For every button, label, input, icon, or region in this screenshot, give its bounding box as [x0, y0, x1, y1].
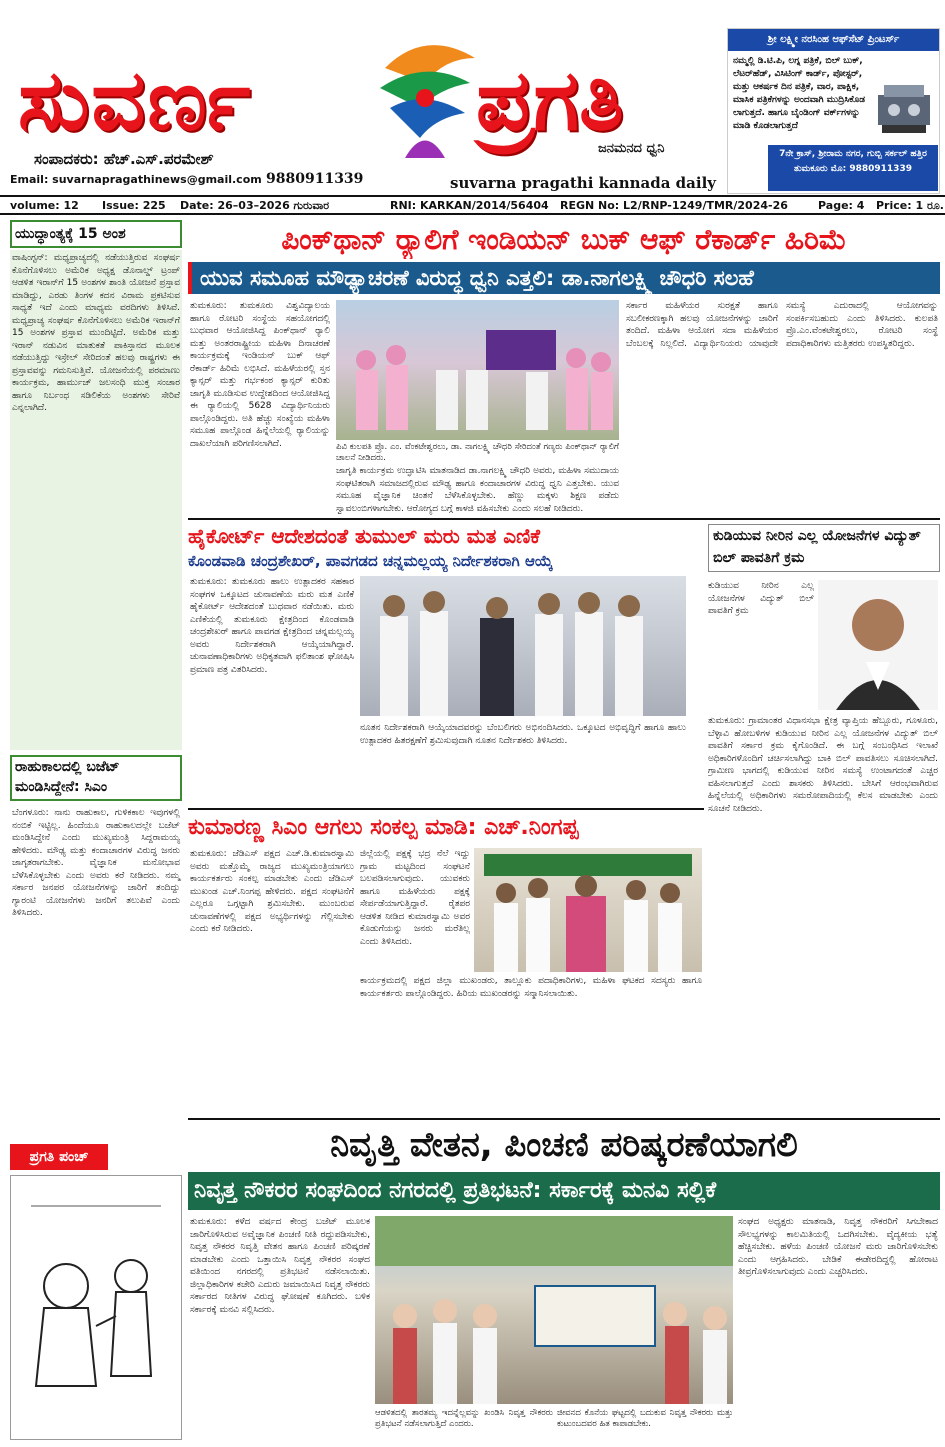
pension-body-b: ಸಂಘದ ಅಧ್ಯಕ್ಷರು ಮಾತನಾಡಿ, ನಿವೃತ್ತ ನೌಕರರಿಗೆ ಸಿಗಬೇಕಾದ ಸೌಲಭ್ಯಗಳನ್ನು ಕಾಲಮಿತಿಯಲ್ಲಿ ಒದಗಿಸಬೇಕು. ವೈದ್ಯಕೀಯ ಭತ್ಯೆ ಹೆಚ್ಚಿಸಬೇಕು. ಹಳೆಯ ಪಿಂಚಣಿ ಯೋಜನೆ ಮರು ಜಾರಿಗೊಳಿಸಬೇಕು ಎಂದು ಆಗ್ರಹಿಸಿದರು. ಬೇಡಿಕೆ ಈಡೇರದಿದ್ದಲ್ಲಿ ಹೋರಾಟ ತೀವ್ರಗೊಳಿಸಲಾಗುವುದು ಎಂದು ಎಚ್ಚರಿಸಿದರು.: [738, 1217, 938, 1277]
story2-body: ಬೆಂಗಳೂರು: ನಾನು ರಾಹುಕಾಲ, ಗುಳಿಕಕಾಲ ಇವುಗಳಲ್ಲಿ ನಂಬಿಕೆ ಇಟ್ಟಿಲ್ಲ. ಹಿಂದೆಯೂ ರಾಹುಕಾಲದಲ್ಲೇ ಬಜೆಟ್ ಮಂಡಿಸಿದ್ದೇನೆ ಎಂದು ಮುಖ್ಯಮಂತ್ರಿ ಸಿದ್ದರಾಮಯ್ಯ ಹೇಳಿದರು. ಮೌಢ್ಯ ಮತ್ತು ಕಂದಾಚಾರಗಳ ವಿರುದ್ಧ ಜನರು ಜಾಗೃತರಾಗಬೇಕು. ವೈಜ್ಞಾನಿಕ ಮನೋಭಾವ ಬೆಳೆಸಿಕೊಳ್ಳಬೇಕು ಎಂದು ಅವರು ಕರೆ ನೀಡಿದರು. ನಮ್ಮ ಸರ್ಕಾರ ಜನಪರ ಯೋಜನೆಗಳನ್ನು ಜಾರಿಗೆ ತಂದಿದ್ದು ಗ್ಯಾರಂಟಿ ಯೋಜನೆಗಳು ಜನರಿಗೆ ತಲುಪಿವೆ ಎಂದು ತಿಳಿಸಿದರು.: [10, 805, 182, 1135]
date-label: Date: 26–03–2026 ಗುರುವಾರ: [180, 199, 330, 212]
tumul-photo: [360, 576, 686, 716]
advert-heading: ಶ್ರೀ ಲಕ್ಷ್ಮೀ ನರಸಿಂಹ ಆಫ್‌ಸೆಟ್ ಪ್ರಿಂಟರ್ಸ್: [728, 29, 939, 51]
power-body: ತುಮಕೂರು: ಗ್ರಾಮಾಂತರ ವಿಧಾನಸಭಾ ಕ್ಷೇತ್ರ ವ್ಯಾಪ್ತಿಯ ಹೆಬ್ಬೂರು, ಗೂಳೂರು, ಬೆಳ್ಳಾವಿ ಹೋಬಳಿಗಳ ಕುಡಿಯುವ ನೀರಿನ ಎಲ್ಲ ಯೋಜನೆಗಳ ವಿದ್ಯುತ್ ಬಿಲ್ ಪಾವತಿಗೆ ಸರ್ಕಾರ ಕ್ರಮ ಕೈಗೊಂಡಿದೆ. ಈ ಬಗ್ಗೆ ಸಂಬಂಧಿಸಿದ ಇಲಾಖೆ ಅಧಿಕಾರಿಗಳೊಂದಿಗೆ ಚರ್ಚಿಸಲಾಗಿದ್ದು ಬಾಕಿ ಬಿಲ್ ಪಾವತಿಸಲು ಸೂಚಿಸಲಾಗಿದೆ. ಗ್ರಾಮೀಣ ಭಾಗದಲ್ಲಿ ಕುಡಿಯುವ ನೀರಿನ ಸಮಸ್ಯೆ ಉಂಟಾಗದಂತೆ ಎಚ್ಚರ ವಹಿಸಲಾಗುತ್ತದೆ ಎಂದು ಶಾಸಕರು ತಿಳಿಸಿದರು. ಬೇಸಿಗೆ ಆರಂಭವಾಗಿರುವ ಹಿನ್ನೆಲೆಯಲ್ಲಿ ಅಧಿಕಾರಿಗಳು ಸಮರೋಪಾದಿಯಲ್ಲಿ ಕೆಲಸ ಮಾಡಬೇಕು ಎಂದು ಸೂಚನೆ ನೀಡಿದರು.: [708, 716, 938, 814]
masthead-title-left: ಸುವರ್ಣ: [18, 50, 253, 149]
tumul-body-b: ನೂತನ ನಿರ್ದೇಶಕರಾಗಿ ಆಯ್ಕೆಯಾದವರನ್ನು ಬೆಂಬಲಿಗರು ಅಭಿನಂದಿಸಿದರು. ಒಕ್ಕೂಟದ ಅಭಿವೃದ್ಧಿಗೆ ಹಾಗೂ ಹಾಲು ಉತ್ಪಾದಕರ ಹಿತರಕ್ಷಣೆಗೆ ಶ್ರಮಿಸುವುದಾಗಿ ನೂತನ ನಿರ್ದೇಶಕರು ತಿಳಿಸಿದರು.: [360, 723, 686, 746]
issue-label: Issue: 225: [102, 199, 166, 212]
printer-advert: [727, 28, 940, 194]
tumul-headline: ಹೈಕೋರ್ಟ್ ಆದೇಶದಂತೆ ತುಮುಲ್ ಮರು ಮತ ಎಣಿಕೆ: [188, 524, 541, 548]
cm-body-b: ಜಿಲ್ಲೆಯಲ್ಲಿ ಪಕ್ಷಕ್ಕೆ ಭದ್ರ ನೆಲೆ ಇದ್ದು ಗ್ರಾಮ ಮಟ್ಟದಿಂದ ಸಂಘಟನೆ ಬಲಪಡಿಸಲಾಗುವುದು. ಯುವಕರು ಹಾಗೂ ಮಹಿಳೆಯರು ಪಕ್ಷಕ್ಕೆ ಸೇರ್ಪಡೆಯಾಗುತ್ತಿದ್ದಾರೆ. ರೈತಪರ ಆಡಳಿತ ನೀಡಿದ ಕುಮಾರಸ್ವಾಮಿ ಅವರ ಕೊಡುಗೆಯನ್ನು ಜನರು ಮರೆತಿಲ್ಲ ಎಂದು ತಿಳಿಸಿದರು.: [360, 849, 470, 947]
price-label: Price: 1 ರೂ.: [876, 199, 944, 212]
pension-subheadline: ನಿವೃತ್ತ ನೌಕರರ ಸಂಘದಿಂದ ನಗರದಲ್ಲಿ ಪ್ರತಿಭಟನೆ: ಸರ್ಕಾರಕ್ಕೆ ಮನವಿ ಸಲ್ಲಿಕೆ: [188, 1172, 940, 1210]
masthead-tagline: ಜನಮನದ ಧ್ವನಿ: [598, 141, 665, 156]
editor-line: ಸಂಪಾದಕರು: ಹೆಚ್.ಎಸ್.ಪರಮೇಶ್: [34, 150, 214, 168]
tumul-subheadline: ಕೊಂಡವಾಡಿ ಚಂದ್ರಶೇಖರ್, ಪಾವಗಡದ ಚನ್ನಮಲ್ಲಯ್ಯ ನಿರ್ದೇಶಕರಾಗಿ ಆಯ್ಕೆ: [188, 552, 553, 570]
story1-title: ಯುದ್ಧಾಂತ್ಯಕ್ಕೆ 15 ಅಂಶ: [10, 220, 182, 248]
power-body-intro: ಕುಡಿಯುವ ನೀರಿನ ಎಲ್ಲ ಯೋಜನೆಗಳ ವಿದ್ಯುತ್ ಬಿಲ್ ಪಾವತಿಗೆ ಕ್ರಮ: [708, 581, 814, 616]
masthead-title-right: ಪ್ರಗತಿ: [476, 50, 624, 149]
lead-subheadline: ಯುವ ಸಮೂಹ ಮೌಢ್ಯಾಚರಣೆ ವಿರುದ್ಧ ಧ್ವನಿ ಎತ್ತಲಿ: ಡಾ.ನಾಗಲಕ್ಷ್ಮಿ ಚೌಧರಿ ಸಲಹೆ: [188, 262, 940, 294]
advert-body: ನಮ್ಮಲ್ಲಿ ಡಿ.ಟಿ.ಪಿ, ಲಗ್ನ ಪತ್ರಿಕೆ, ಬಿಲ್ ಬುಕ್, ಲೆಟರ್‌ಹೆಡ್, ವಿಸಿಟಿಂಗ್ ಕಾರ್ಡ್, ಪೋಸ್ಟರ್, ಮತ್ತು ಆಕರ್ಷಕ ದಿನ ಪತ್ರಿಕೆ, ವಾರ, ಪಾಕ್ಷಿಕ, ಮಾಸಿಕ ಪತ್ರಿಕೆಗಳನ್ನು ಅಂದವಾಗಿ ಮುದ್ರಿಸಿಕೊಡ ಲಾಗುತ್ತದೆ. ಹಾಗೂ ಬೈಂಡಿಂಗ್ ವರ್ಕ್‌ಗಳನ್ನು ಮಾಡಿ ಕೊಡಲಾಗುತ್ತದೆ: [733, 56, 866, 131]
separator: [188, 518, 940, 520]
logo-emblem: [365, 28, 485, 168]
pension-photo-caption-b: ಜೀವನದ ಕೊನೆಯ ಘಟ್ಟದಲ್ಲಿ ಬದುಕುವ ನಿವೃತ್ತ ನೌಕರರು ಮತ್ತು ಕುಟುಂಬದವರ ಹಿತ ಕಾಪಾಡಬೇಕು.: [557, 1408, 733, 1429]
left-column: [10, 220, 182, 1440]
story2-title: ರಾಹುಕಾಲದಲ್ಲಿ ಬಜೆಟ್ ಮಂಡಿಸಿದ್ದೇನೆ: ಸಿಎಂ: [10, 755, 182, 801]
pinkathon-photo: [336, 300, 619, 440]
lead-body-b: ಜಾಗೃತಿ ಕಾರ್ಯಕ್ರಮ ಉದ್ಘಾಟಿಸಿ ಮಾತನಾಡಿದ ಡಾ.ನಾಗಲಕ್ಷ್ಮಿ ಚೌಧರಿ ಅವರು, ಮಹಿಳಾ ಸಮುದಾಯ ಸಂಘಟಿತರಾಗಿ ಸಮಾಜದಲ್ಲಿರುವ ಮೌಢ್ಯ ಹಾಗೂ ಕಂದಾಚಾರಗಳ ವಿರುದ್ಧ ಧ್ವನಿ ಎತ್ತಬೇಕು. ಯುವ ಸಮೂಹ ವೈಜ್ಞಾನಿಕ ಚಿಂತನೆ ಬೆಳೆಸಿಕೊಳ್ಳಬೇಕು. ಹೆಣ್ಣು ಮಕ್ಕಳು ಶಿಕ್ಷಣ ಪಡೆದು ಸ್ವಾವಲಂಬಿಗಳಾಗಬೇಕು. ಆರೋಗ್ಯದ ಬಗ್ಗೆ ಕಾಳಜಿ ವಹಿಸಬೇಕು ಎಂದು ಸಲಹೆ ನೀಡಿದರು.: [336, 466, 619, 514]
page-label: Page: 4: [818, 199, 865, 212]
masthead-email: Email: suvarnapragathinews@gmail.com: [10, 173, 262, 186]
tumul-body-a: ತುಮಕೂರು: ತುಮಕೂರು ಹಾಲು ಉತ್ಪಾದಕರ ಸಹಕಾರ ಸಂಘಗಳ ಒಕ್ಕೂಟದ ಚುನಾವಣೆಯ ಮರು ಮತ ಎಣಿಕೆ ಹೈಕೋರ್ಟ್ ಆದೇಶದಂತೆ ಬುಧವಾರ ನಡೆಯಿತು. ಮರು ಎಣಿಕೆಯಲ್ಲಿ ತುಮಕೂರು ಕ್ಷೇತ್ರದಿಂದ ಕೊಂಡವಾಡಿ ಚಂದ್ರಶೇಖರ್ ಹಾಗೂ ಪಾವಗಡ ಕ್ಷೇತ್ರದಿಂದ ಚನ್ನಮಲ್ಲಯ್ಯ ಅವರು ನಿರ್ದೇಶಕರಾಗಿ ಆಯ್ಕೆಯಾಗಿದ್ದಾರೆ. ಚುನಾವಣಾಧಿಕಾರಿಗಳು ಅಧಿಕೃತವಾಗಿ ಫಲಿತಾಂಶ ಘೋಷಿಸಿ ಪ್ರಮಾಣ ಪತ್ರ ವಿತರಿಸಿದರು.: [190, 577, 354, 675]
lead-headline: ಪಿಂಕ್‌ಥಾನ್ ರ‍್ಯಾಲಿಗೆ ಇಂಡಿಯನ್ ಬುಕ್ ಆಫ್ ರೆಕಾರ್ಡ್ ಹಿರಿಮೆ: [281, 223, 847, 256]
story1-body: ವಾಷಿಂಗ್ಟನ್: ಮಧ್ಯಪ್ರಾಚ್ಯದಲ್ಲಿ ನಡೆಯುತ್ತಿರುವ ಸಂಘರ್ಷ ಕೊನೆಗೊಳಿಸಲು ಅಮೆರಿಕ ಅಧ್ಯಕ್ಷ ಡೊನಾಲ್ಡ್ ಟ್ರಂಪ್ ಆಡಳಿತ ಇರಾನ್‌ಗೆ 15 ಅಂಶಗಳ ಶಾಂತಿ ಯೋಜನೆ ಪ್ರಸ್ತಾವ ಮಾಡಿದ್ದು, ಎರಡು ತಿಂಗಳ ಕದನ ವಿರಾಮ ಪ್ರಕಟಿಸುವ ಸಾಧ್ಯತೆ ಇದೆ ಎಂದು ಮಾಧ್ಯಮ ವರದಿಗಳು ತಿಳಿಸಿವೆ. ಮಧ್ಯಪ್ರಾಚ್ಯ ಸಂಘರ್ಷ ಕೊನೆಗೊಳಿಸಲು ಅಮೆರಿಕ ಇರಾನ್‌ಗೆ 15 ಅಂಶಗಳ ಪ್ರಸ್ತಾವ ಮುಂದಿಟ್ಟಿದೆ. ಅಮೆರಿಕ ಮತ್ತು ಇರಾನ್ ನಡುವಿನ ಮಾತುಕತೆ ಪಾಕಿಸ್ತಾನದ ಮೂಲಕ ನಡೆಯುತ್ತಿದ್ದು ಇಸ್ರೇಲ್ ಸೇರಿದಂತೆ ಹಲವು ರಾಷ್ಟ್ರಗಳು ಈ ಪ್ರಸ್ತಾವವನ್ನು ಗಮನಿಸುತ್ತಿವೆ. ಯೋಜನೆಯಲ್ಲಿ ಪರಮಾಣು ಕಾರ್ಯಕ್ರಮ, ಹಾರ್ಮುಜ್ ಜಲಸಂಧಿ ಮುಕ್ತ ಸಂಚಾರ ಹಾಗೂ ನಿರ್ಬಂಧ ಸಡಿಲಿಕೆಯ ಅಂಶಗಳು ಸೇರಿವೆ ಎನ್ನಲಾಗಿದೆ.: [10, 250, 182, 750]
masthead-phone: 9880911339: [266, 171, 364, 187]
rni-label: RNI: KARKAN/2014/56404: [390, 199, 549, 212]
cm-headline: ಕುಮಾರಣ್ಣ ಸಿಎಂ ಆಗಲು ಸಂಕಲ್ಪ ಮಾಡಿ: ಎಚ್.ನಿಂಗಪ್ಪ: [188, 815, 579, 840]
pension-photo-caption: ಆಡಳಿತದಲ್ಲಿ ತಾರತಮ್ಯ ಇದನ್ನೆಲ್ಲವನ್ನು ಖಂಡಿಸಿ ನಿವೃತ್ತ ನೌಕರರು ಪ್ರತಿಭಟನೆ ನಡೆಸಲಾಗುತ್ತಿದೆ ಎಂದರು.: [375, 1408, 553, 1429]
cm-body-c: ಕಾರ್ಯಕ್ರಮದಲ್ಲಿ ಪಕ್ಷದ ಜಿಲ್ಲಾ ಮುಖಂಡರು, ತಾಲ್ಲೂಕು ಪದಾಧಿಕಾರಿಗಳು, ಮಹಿಳಾ ಘಟಕದ ಸದಸ್ಯರು ಹಾಗೂ ಕಾರ್ಯಕರ್ತರು ಪಾಲ್ಗೊಂಡಿದ್ದರು. ಹಿರಿಯ ಮುಖಂಡರನ್ನು ಸನ್ಮಾನಿಸಲಾಯಿತು.: [360, 976, 702, 999]
separator: [188, 808, 704, 810]
separator: [188, 1118, 940, 1120]
issue-info-bar: [0, 195, 945, 215]
printing-press-icon: [874, 77, 934, 137]
lead-photo-caption: ಪಿವಿ ಕುಲಪತಿ ಪ್ರೊ. ಎಂ. ವೆಂಕಟೇಶ್ವರಲು, ಡಾ. ನಾಗಲಕ್ಷ್ಮಿ ಚೌಧರಿ ಸೇರಿದಂತೆ ಗಣ್ಯರು ಪಿಂಕ್‌ಥಾನ್ ರ‍್ಯಾಲಿಗೆ ಚಾಲನೆ ನೀಡಿದರು.: [336, 442, 619, 462]
volume-label: volume: 12: [10, 199, 79, 212]
regn-label: REGN No: L2/RNP-1249/TMR/2024-26: [560, 199, 788, 212]
cartoon-illustration: [10, 1175, 182, 1440]
lead-body-a: ತುಮಕೂರು: ತುಮಕೂರು ವಿಶ್ವವಿದ್ಯಾಲಯ ಹಾಗೂ ರೋಟರಿ ಸಂಸ್ಥೆಯ ಸಹಯೋಗದಲ್ಲಿ ಬುಧವಾರ ಆಯೋಜಿಸಿದ್ದ ಪಿಂಕ್‌ಥಾನ್ ರ‍್ಯಾಲಿ ಮತ್ತು ಅಂತರರಾಷ್ಟ್ರೀಯ ಮಹಿಳಾ ದಿನಾಚರಣೆ ಕಾರ್ಯಕ್ರಮಕ್ಕೆ ಇಂಡಿಯನ್ ಬುಕ್ ಆಫ್ ರೆಕಾರ್ಡ್ ಹಿರಿಮೆ ಲಭಿಸಿದೆ. ಮಹಿಳೆಯರಲ್ಲಿ ಸ್ತನ ಕ್ಯಾನ್ಸರ್ ಮತ್ತು ಗರ್ಭಕಂಠ ಕ್ಯಾನ್ಸರ್ ಕುರಿತು ಜಾಗೃತಿ ಮೂಡಿಸುವ ಉದ್ದೇಶದಿಂದ ಆಯೋಜಿಸಿದ್ದ ಈ ರ‍್ಯಾಲಿಯಲ್ಲಿ 5628 ವಿದ್ಯಾರ್ಥಿನಿಯರು ಪಾಲ್ಗೊಂಡಿದ್ದರು. ಅತಿ ಹೆಚ್ಚು ಸಂಖ್ಯೆಯ ಮಹಿಳಾ ಸಮೂಹ ಪಾಲ್ಗೊಂಡ ಹಿನ್ನೆಲೆಯಲ್ಲಿ ರ‍್ಯಾಲಿಯನ್ನು ದಾಖಲೆಯಾಗಿ ಪರಿಗಣಿಸಲಾಗಿದೆ.: [190, 301, 330, 449]
pragathi-punch-label: ಪ್ರಗತಿ ಪಂಚ್: [10, 1144, 108, 1170]
power-headline: ಕುಡಿಯುವ ನೀರಿನ ಎಲ್ಲ ಯೋಜನೆಗಳ ವಿದ್ಯುತ್ ಬಿಲ್ ಪಾವತಿಗೆ ಕ್ರಮ: [708, 524, 940, 572]
cm-body-a: ತುಮಕೂರು: ಜೆಡಿಎಸ್ ಪಕ್ಷದ ಎಚ್.ಡಿ.ಕುಮಾರಸ್ವಾಮಿ ಅವರು ಮತ್ತೊಮ್ಮೆ ರಾಜ್ಯದ ಮುಖ್ಯಮಂತ್ರಿಯಾಗಲು ಕಾರ್ಯಕರ್ತರು ಸಂಕಲ್ಪ ಮಾಡಬೇಕು ಎಂದು ಜೆಡಿಎಸ್ ಮುಖಂಡ ಎಚ್.ನಿಂಗಪ್ಪ ಹೇಳಿದರು. ಪಕ್ಷದ ಸಂಘಟನೆಗೆ ಎಲ್ಲರೂ ಒಗ್ಗಟ್ಟಾಗಿ ಶ್ರಮಿಸಬೇಕು. ಮುಂಬರುವ ಚುನಾವಣೆಗಳಲ್ಲಿ ಪಕ್ಷದ ಅಭ್ಯರ್ಥಿಗಳನ್ನು ಗೆಲ್ಲಿಸಬೇಕು ಎಂದು ಕರೆ ನೀಡಿದರು.: [190, 849, 354, 934]
pension-body-a: ತುಮಕೂರು: ಕಳೆದ ವರ್ಷದ ಕೇಂದ್ರ ಬಜೆಟ್ ಮೂಲಕ ಜಾರಿಗೊಳಿಸಿರುವ ಅವೈಜ್ಞಾನಿಕ ಪಿಂಚಣಿ ನೀತಿ ರದ್ದುಪಡಿಸಬೇಕು, ನಿವೃತ್ತ ನೌಕರರ ನಿವೃತ್ತಿ ವೇತನ ಹಾಗೂ ಪಿಂಚಣಿ ಪರಿಷ್ಕರಣೆ ಮಾಡಬೇಕು ಎಂದು ಒತ್ತಾಯಿಸಿ ನಿವೃತ್ತ ನೌಕರರ ಸಂಘದ ವತಿಯಿಂದ ನಗರದಲ್ಲಿ ಪ್ರತಿಭಟನೆ ನಡೆಸಲಾಯಿತು. ಜಿಲ್ಲಾಧಿಕಾರಿಗಳ ಕಚೇರಿ ಎದುರು ಜಮಾಯಿಸಿದ ನಿವೃತ್ತ ನೌಕರರು ಸರ್ಕಾರದ ನೀತಿಗಳ ವಿರುದ್ಧ ಘೋಷಣೆ ಕೂಗಿದರು. ಬಳಿಕ ಸರ್ಕಾರಕ್ಕೆ ಮನವಿ ಸಲ್ಲಿಸಿದರು.: [190, 1217, 370, 1315]
advert-address: 7ನೇ ಕ್ರಾಸ್, ಶ್ರೀರಾಮ ನಗರ, ಗುಬ್ಬಿ ಸರ್ಕಲ್ ಹತ್ತಿರ ತುಮಕೂರು ಮೊ: 9880911339: [768, 145, 938, 191]
protest-photo: [375, 1216, 733, 1404]
pension-headline: ನಿವೃತ್ತಿ ವೇತನ, ಪಿಂಚಣಿ ಪರಿಷ್ಕರಣೆಯಾಗಲಿ: [330, 1125, 798, 1165]
lead-body-c: ಸರ್ಕಾರ ಮಹಿಳೆಯರ ಸುರಕ್ಷತೆ ಹಾಗೂ ಸಬಲೀಕರಣಕ್ಕಾಗಿ ಹಲವು ಯೋಜನೆಗಳನ್ನು ಜಾರಿಗೆ ತಂದಿದೆ. ಮಹಿಳಾ ಆಯೋಗ ಸದಾ ಮಹಿಳೆಯರ ಬೆಂಬಲಕ್ಕೆ ನಿಲ್ಲಲಿದೆ. ವಿದ್ಯಾರ್ಥಿನಿಯರು ಯಾವುದೇ ಸಮಸ್ಯೆ ಎದುರಾದಲ್ಲಿ ಆಯೋಗವನ್ನು ಸಂಪರ್ಕಿಸಬಹುದು ಎಂದು ತಿಳಿಸಿದರು. ಕುಲಪತಿ ಪ್ರೊ.ಎಂ.ವೆಂಕಟೇಶ್ವರಲು, ರೋಟರಿ ಸಂಸ್ಥೆ ಪದಾಧಿಕಾರಿಗಳು ಮತ್ತಿತರರು ಉಪಸ್ಥಿತರಿದ್ದರು.: [626, 301, 938, 349]
jds-meeting-photo: [474, 848, 702, 972]
masthead-english-tagline: suvarna pragathi kannada daily: [450, 174, 717, 192]
mla-portrait: [818, 580, 938, 710]
